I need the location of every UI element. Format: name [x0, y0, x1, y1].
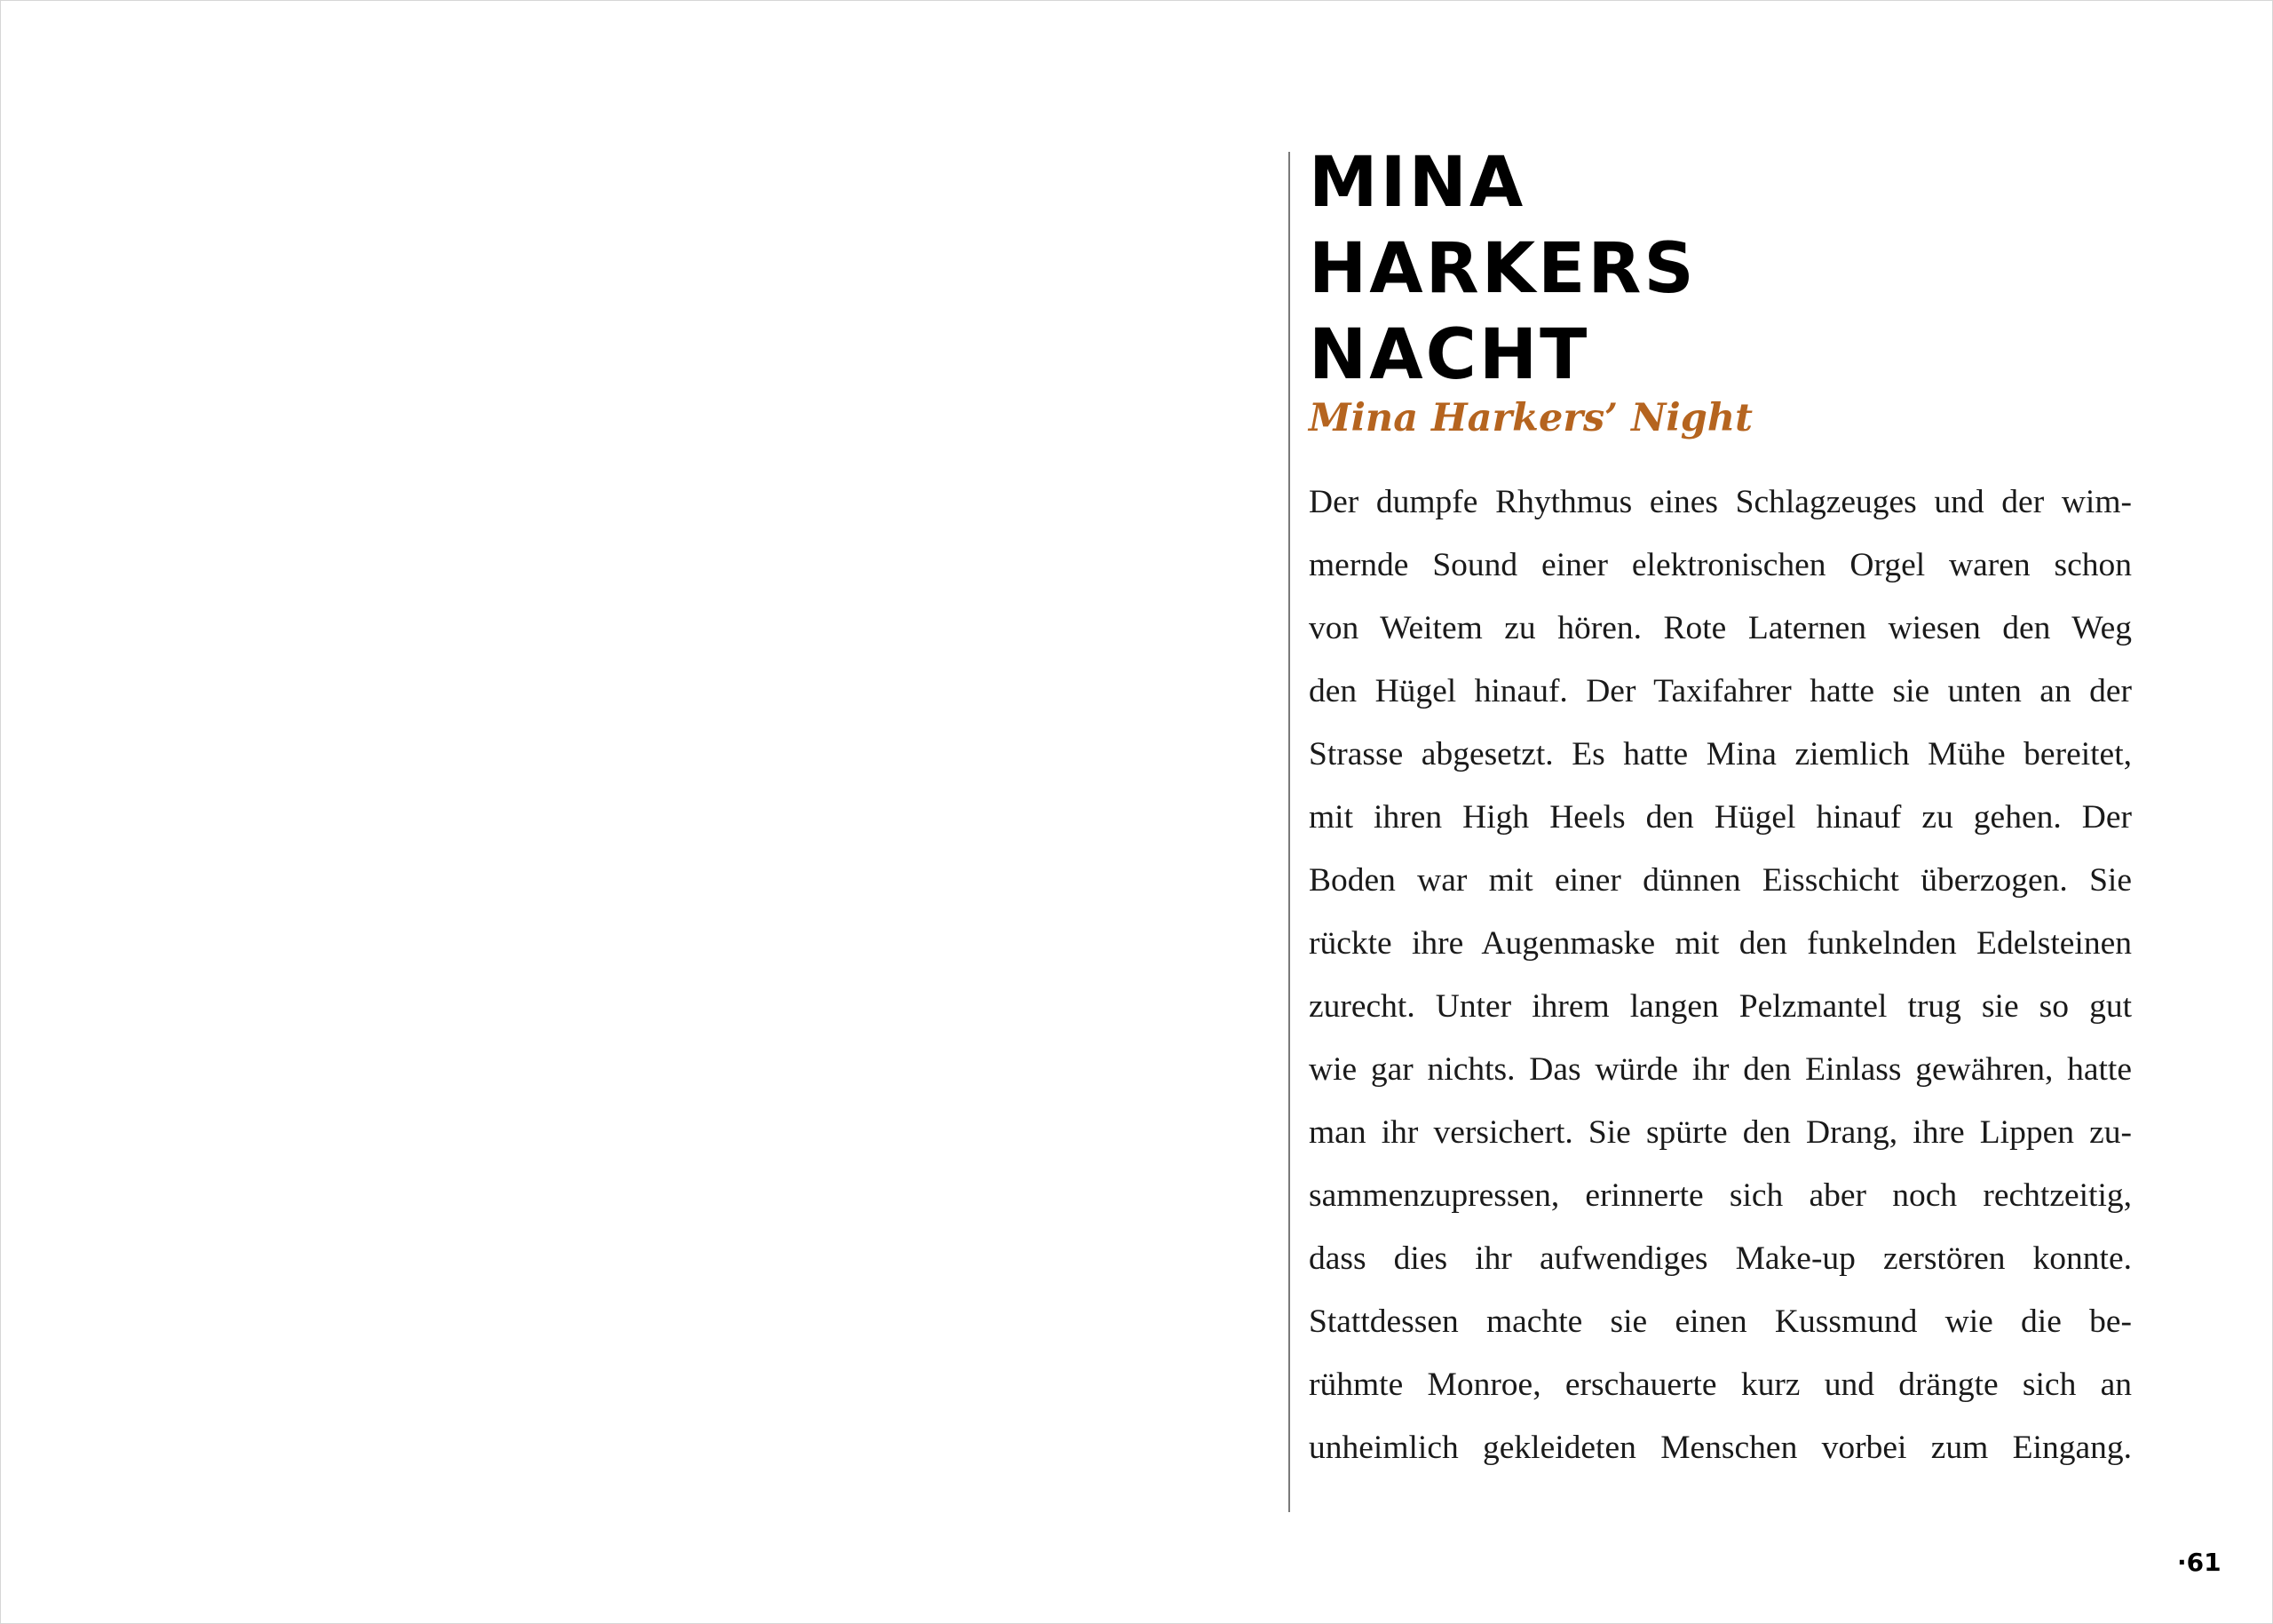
body-line: mernde Sound einer elektronischen Orgel waren schon: [1309, 547, 2132, 583]
body-line: wie gar nichts. Das würde ihr den Einlass gewähren, hatte: [1309, 1051, 2132, 1088]
body-line: rückte ihre Augenmaske mit den funkelnden Edelsteinen: [1309, 925, 2132, 962]
chapter-subtitle: Mina Harkers’ Night: [1309, 396, 1753, 440]
chapter-title-line: NACHT: [1309, 315, 1590, 395]
body-line: Strasse abgesetzt. Es hatte Mina ziemlich Mühe bereitet,: [1309, 736, 2132, 772]
body-line: dass dies ihr aufwendiges Make-up zerstören konnte.: [1309, 1240, 2132, 1277]
body-paragraph: [1309, 471, 2132, 1479]
vertical-rule: [1288, 152, 1290, 1512]
body-line: zurecht. Unter ihrem langen Pelzmantel trug sie so gut: [1309, 988, 2132, 1025]
body-line: unheimlich gekleideten Menschen vorbei zum Eingang.: [1309, 1430, 2132, 1466]
body-line: rühmte Monroe, erschauerte kurz und drängte sich an: [1309, 1367, 2132, 1403]
chapter-title-line: HARKERS: [1309, 229, 1697, 309]
chapter-title-line: MINA: [1309, 143, 1526, 223]
page-number: ·61: [2177, 1548, 2222, 1577]
body-line: von Weitem zu hören. Rote Laternen wiesen den Weg: [1309, 610, 2132, 646]
body-line: Stattdessen machte sie einen Kussmund wie die be-: [1309, 1303, 2132, 1340]
body-line: Boden war mit einer dünnen Eisschicht überzogen. Sie: [1309, 862, 2132, 899]
body-line: den Hügel hinauf. Der Taxifahrer hatte sie unten an der: [1309, 673, 2132, 709]
body-line: sammenzupressen, erinnerte sich aber noch rechtzeitig,: [1309, 1177, 2132, 1214]
chapter-title: [1309, 140, 2161, 399]
body-line: Der dumpfe Rhythmus eines Schlagzeuges und der wim-: [1309, 484, 2132, 520]
body-line: man ihr versichert. Sie spürte den Drang, ihre Lippen zu-: [1309, 1114, 2132, 1151]
body-line: mit ihren High Heels den Hügel hinauf zu gehen. Der: [1309, 799, 2132, 836]
